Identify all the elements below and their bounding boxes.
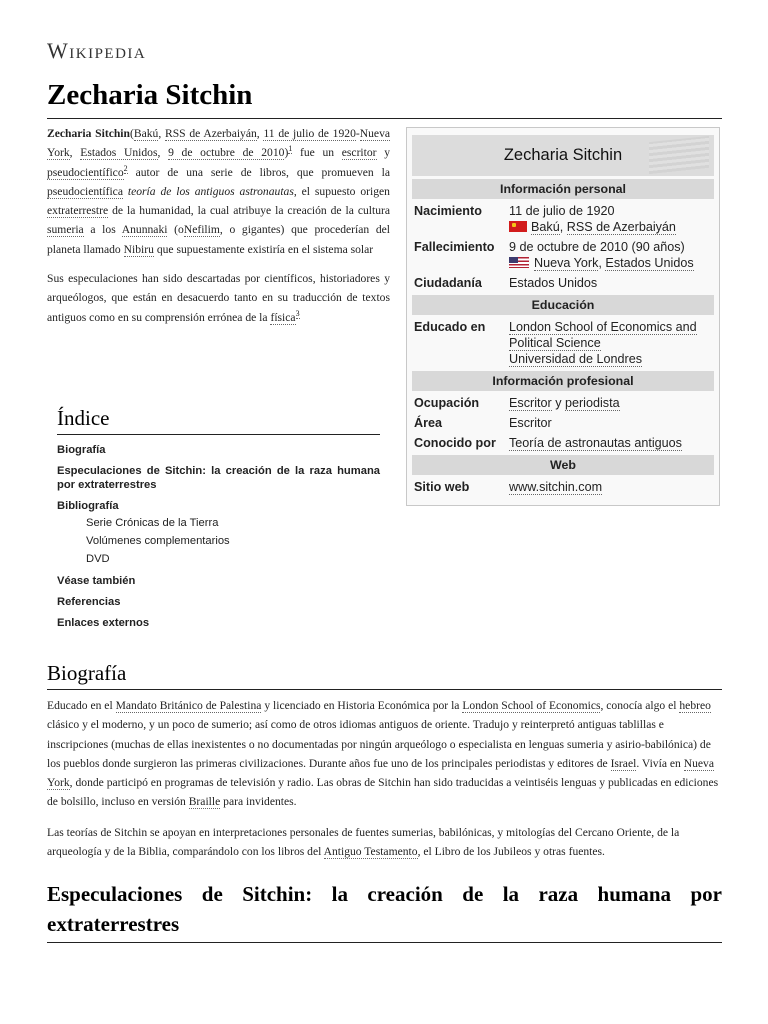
infobox-title-text: Zecharia Sitchin [503,146,623,164]
text-segment: y licenciado en Historia Económica por la [264,699,460,712]
reference-1[interactable]: 1 [288,144,293,154]
infobox-label: Fallecimiento [414,240,495,254]
death-place: Nueva York, Estados Unidos [509,255,714,271]
section-heading-biografia: Biografía [47,660,722,690]
infobox-title [412,135,714,176]
intro-text-segment: fue un [300,146,335,160]
infobox-section-professional: Información profesional [412,371,714,391]
link-rss-azerbaiyan[interactable]: RSS de Azerbaiyán [566,220,676,234]
link-mandato-britanico[interactable]: Mandato Británico de Palestina [115,699,262,712]
book-icon [649,136,709,174]
link-estados-unidos[interactable]: Estados Unidos [80,146,158,160]
page-title: Zecharia Sitchin [47,78,722,119]
infobox-row-educated [412,317,714,369]
biografia-paragraph-1 [47,696,722,812]
link-death-date[interactable]: 9 de octubre de 2010 [168,146,285,160]
link-fisica[interactable]: física [270,310,296,324]
link-estados-unidos[interactable]: Estados Unidos [605,256,694,270]
toc-item-biografia[interactable]: Biografía [57,444,106,456]
infobox-label: Ocupación [414,396,480,410]
toc-title: Índice [57,405,380,435]
text-segment: , el Libro de los Jubileos y otras fuentes. [417,845,605,859]
infobox [406,127,720,506]
text-segment: Las teorías de Sitchin se apoyan en interpretaciones personales de fuentes sumerias, babilónicas, y mitologías del Cercano Oriente, de la arqueología y de la Biblia, comparándolo con los libros del [47,826,680,859]
intro-paragraph-1: Zecharia Sitchin(Bakú, RSS de Azerbaiyán, 11 de julio de 1920-Nueva York, Estados Unidos, 9 de octubre de 2010)$^1$ fue un escritor y pseudocientífico$^2$ autor de una serie de libros, que promueven la pseudocientífica teoría de los antiguos astronautas, el supuesto origen extraterrestre de la humanidad, la cual atribuye la creación de la cultura sumeria a los Anunnaki (oNefilim, o gigantes) que procederían del planeta llamado Nibiru que supuestamente existiría en el sistema solar [47,127,391,256]
link-sumeria[interactable]: sumeria [47,223,84,237]
link-baku[interactable]: Bakú [133,127,159,140]
infobox-row-known-for [412,433,714,453]
infobox-row-occupation [412,393,714,413]
link-pseudocientifico[interactable]: pseudocientífico [47,165,124,179]
intro-text-segment: a los [90,223,116,237]
link-nueva-york[interactable]: Nueva York [47,127,391,160]
wikipedia-wordmark[interactable]: Wikipedia [47,38,147,63]
infobox-row-birth [412,201,714,237]
toc-item-especulaciones[interactable]: Especulaciones de Sitchin: la creación de la raza humana por extraterrestres [57,465,380,491]
link-hebreo[interactable]: hebreo [679,699,711,712]
infobox-label: Educado en [414,320,486,334]
infobox-value [509,479,714,495]
toc-item-vease[interactable]: Véase también [57,575,136,587]
intro-text-segment: que supuestamente existiría en el sistema solar [156,242,374,256]
theory-name: teoría de los antiguos astronautas [127,184,294,198]
link-universidad-londres[interactable]: Universidad de Londres [509,352,643,366]
subject-name: Zecharia Sitchin [47,127,130,140]
infobox-section-personal: Información personal [412,179,714,199]
infobox-label: Nacimiento [414,204,482,218]
infobox-value [509,319,714,367]
text-segment: Educado en el [47,699,113,712]
link-nueva-york[interactable]: Nueva York [534,256,599,270]
link-israel[interactable]: Israel [610,756,637,770]
link-nueva-york[interactable]: Nueva York [47,756,714,790]
infobox-section-education: Educación [412,295,714,315]
us-flag-icon [509,257,529,268]
birth-date: 11 de julio de 1920 [509,204,615,218]
infobox-row-area [412,413,714,433]
toc-item-enlaces[interactable]: Enlaces externos [57,617,150,629]
infobox-row-website [412,477,714,497]
infobox-value [509,203,714,235]
link-braille[interactable]: Braille [188,795,221,809]
link-lse[interactable]: London School of Economics [462,699,601,712]
text-segment: para invidentes. [223,795,297,809]
infobox-label: Ciudadanía [414,276,482,290]
infobox-label: Área [414,416,443,430]
intro-text-segment: autor de una serie de libros, que promueven la [135,165,390,179]
toc-subitem-dvd[interactable]: DVD [86,553,110,565]
intro-text-segment: de la humanidad, la cual atribuye la creación de la cultura [112,204,391,218]
intro-paragraph-2 [47,269,390,327]
link-rss-azerbaiyan[interactable]: RSS de Azerbaiyán [164,127,257,140]
link-lse[interactable]: London School of Economics and Political Science [509,320,697,350]
link-anunnaki[interactable]: Anunnaki [121,223,168,237]
link-nefilim[interactable]: Nefilim [183,223,220,237]
intro-text-segment: , el supuesto origen [293,184,390,198]
infobox-section-web: Web [412,455,714,475]
link-escritor[interactable]: Escritor [509,396,552,410]
text-segment: , donde participó en programas de televisión y radio. Las obras de Sitchin han sido traducidas a veintiséis lenguas y publicadas en ediciones de bolsillo, incluso en versión [47,776,719,809]
link-antiguo-testamento[interactable]: Antiguo Testamento [323,845,418,859]
toc-item-bibliografia[interactable]: Bibliografía [57,500,119,512]
toc-subitem-volumenes[interactable]: Volúmenes complementarios [86,535,230,547]
infobox-value: Estados Unidos [509,276,598,290]
birth-place: Bakú, RSS de Azerbaiyán [509,219,714,235]
link-astronautas-antiguos[interactable]: Teoría de astronautas antiguos [509,436,682,450]
infobox-value: Escritor [509,416,552,430]
death-date: 9 de octubre de 2010 (90 años) [509,240,685,254]
intro-text-segment: , o gigantes) que procederían del planeta llamado [47,223,391,256]
table-of-contents [57,405,380,637]
biografia-paragraph-2 [47,823,722,862]
intro-text-segment: y [384,146,391,160]
intro-text-segment: (o [174,223,184,237]
link-birth-date[interactable]: 11 de julio de 1920 [263,127,356,140]
intro-text-segment: Sus especulaciones han sido descartadas por científicos, historiadores y arqueólogos, que están en desacuerdo tanto en su traducción de textos antiguos como en su comprensión errónea de la [47,272,390,324]
intro-text [47,124,390,337]
link-pseudocientifica[interactable]: pseudocientífica [47,184,123,198]
infobox-label: Sitio web [414,480,470,494]
link-extraterrestre[interactable]: extraterrestre [47,204,109,218]
toc-subitem-cronicas[interactable]: Serie Crónicas de la Tierra [86,517,219,529]
link-baku[interactable]: Bakú [531,220,560,234]
toc-subitems [86,516,380,566]
conjunction: y [555,396,562,410]
infobox-row-death [412,237,714,273]
link-nibiru[interactable]: Nibiru [123,242,154,256]
reference-2[interactable]: 2 [123,163,128,173]
infobox-value [509,395,714,411]
infobox-value [509,435,714,451]
infobox-value [509,239,714,271]
infobox-label: Conocido por [414,436,496,450]
text-segment: . Vivía en [636,756,681,770]
link-escritor[interactable]: escritor [341,146,377,160]
text-segment: clásico y el moderno, y un poco de sumerio; así como de otros idiomas antiguos de oriente. Tradujo y reinterpretó antiguas tablillas e inscripciones (muchas de ellas inexistentes o no documentadas por ningún arqueólogo o especialista en lenguas sumeria y asirio-babilónica) de los pueblos donde surgieron las primeras civilizaciones. Durante años fue uno de los principales periodistas y editores de [47,718,711,770]
text-segment: , conocía algo el [600,699,677,712]
infobox-row-citizenship [412,273,714,293]
reference-3[interactable]: 3 [295,308,300,318]
toc-item-referencias[interactable]: Referencias [57,596,121,608]
link-sitchin-website[interactable]: www.sitchin.com [509,480,603,494]
soviet-flag-icon [509,221,527,232]
link-periodista[interactable]: periodista [564,396,620,410]
section-heading-especulaciones: Especulaciones de Sitchin: la creación de la raza humana por extraterrestres [47,879,722,943]
